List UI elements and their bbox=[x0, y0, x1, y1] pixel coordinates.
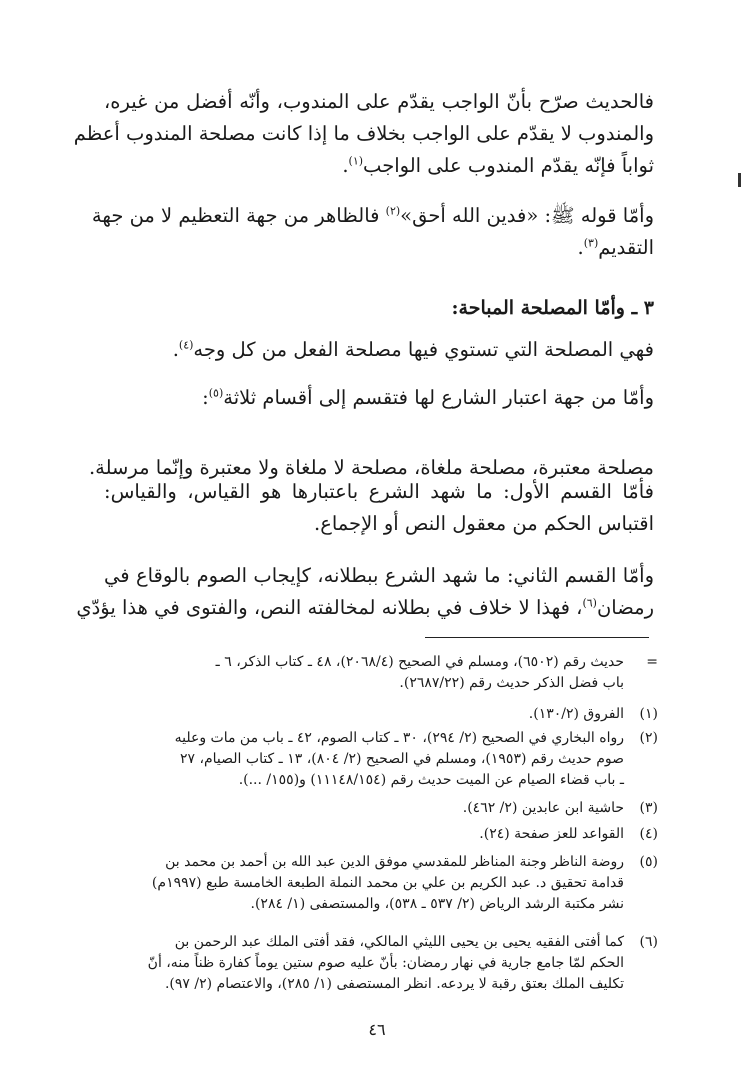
paragraph-2 bbox=[91, 200, 654, 264]
text-line: وأمّا القسم الثاني: ما شهد الشرع ببطلانه، كإيجاب الصوم بالوقاع في bbox=[104, 564, 654, 587]
margin-mark bbox=[738, 173, 741, 187]
footnote-number: (٦) bbox=[639, 934, 658, 950]
footnote-number: = bbox=[646, 654, 658, 670]
text-line: رمضان$^{(٦)}$، فهذا لا خلاف في بطلانه لمخالفته النص، والفتوى في هذا يؤدّي bbox=[76, 596, 654, 619]
text-line: فأمّا القسم الأول: ما شهد الشرع باعتبارها هو القياس، والقياس: bbox=[104, 480, 654, 503]
footnote-line: تكليف الملك بعتق رقبة لا يردعه. انظر المستصفى (١/ ٢٨٥)، والاعتصام (٢/ ٩٧). bbox=[164, 976, 624, 992]
footnote-ref: (٣) bbox=[583, 236, 599, 250]
text-line: فهي المصلحة التي تستوي فيها مصلحة الفعل من كل وجه$^{(٤)}$. bbox=[172, 338, 654, 361]
footnote-6 bbox=[98, 932, 658, 995]
paragraph-6 bbox=[104, 476, 654, 540]
text-line: والمندوب لا يقدّم على الواجب بخلاف ما إذا كانت مصلحة المندوب أعظم bbox=[73, 122, 654, 145]
text-line: فالحديث صرّح بأنّ الواجب يقدّم على المندوب، وأنّه أفضل من غيره، bbox=[104, 90, 654, 113]
footnote-number: (١) bbox=[639, 706, 658, 722]
footnote-ref: (٢) bbox=[385, 204, 401, 218]
page-number: ٤٦ bbox=[368, 1020, 386, 1039]
footnote-line: ـ باب قضاء الصيام عن الميت حديث رقم (١١١٤٨/١٥٤) و(١٥٥/ ...). bbox=[238, 772, 624, 788]
paragraph-1 bbox=[73, 86, 654, 182]
footnote-number: (٣) bbox=[639, 800, 658, 816]
footnote-3 bbox=[98, 798, 658, 819]
paragraph-7 bbox=[76, 560, 654, 624]
footnote-line: كما أفتى الفقيه يحيى بن يحيى الليثي المالكي، فقد أفتى الملك عبد الرحمن بن bbox=[174, 934, 624, 950]
text-line: وأمّا قوله ﷺ: «فدين الله أحق»$^{(٢)}$ فالظاهر من جهة التعظيم لا من جهة bbox=[91, 204, 654, 227]
footnote-ref: (٥) bbox=[208, 386, 224, 400]
footnote-ref: (١) bbox=[348, 154, 364, 168]
footnote-line: حديث رقم (٦٥٠٢)، ومسلم في الصحيح (٢٠٦٨/٤)، ٤٨ ـ كتاب الذكر، ٦ ـ bbox=[215, 654, 624, 670]
text-line: مصلحة معتبرة، مصلحة ملغاة، مصلحة لا ملغاة ولا معتبرة وإنّما مرسلة. bbox=[88, 456, 654, 479]
footnote-number: (٤) bbox=[639, 826, 658, 842]
footnote-line: الفروق (١٣٠/٢). bbox=[528, 706, 624, 722]
paragraph-3 bbox=[104, 334, 654, 366]
footnote-line: رواه البخاري في الصحيح (٢/ ٢٩٤)، ٣٠ ـ كتاب الصوم، ٤٢ ـ باب من مات وعليه bbox=[174, 730, 624, 746]
footnote-separator bbox=[425, 637, 649, 638]
footnote-line: نشر مكتبة الرشد الرياض (٢/ ٥٣٧ ـ ٥٣٨)، والمستصفى (١/ ٢٨٤). bbox=[250, 896, 624, 912]
section-heading: ٣ ـ وأمّا المصلحة المباحة: bbox=[451, 297, 654, 319]
footnote-continued bbox=[98, 652, 658, 694]
footnote-line: باب فضل الذكر حديث رقم (٢٦٨٧/٢٢). bbox=[399, 675, 624, 691]
footnote-5 bbox=[98, 852, 658, 915]
paragraph-4 bbox=[104, 382, 654, 414]
text-line: اقتباس الحكم من معقول النص أو الإجماع. bbox=[314, 512, 654, 535]
footnote-line: صوم حديث رقم (١٩٥٣)، ومسلم في الصحيح (٢/ ٨٠٤)، ١٣ ـ كتاب الصيام، ٢٧ bbox=[179, 751, 624, 767]
footnote-line: روضة الناظر وجنة المناظر للمقدسي موفق الدين عبد الله بن أحمد بن محمد بن bbox=[165, 854, 624, 870]
text-line: التقديم$^{(٣)}$. bbox=[577, 236, 654, 259]
footnote-2 bbox=[98, 728, 658, 791]
footnote-1 bbox=[98, 704, 658, 725]
text-line: وأمّا من جهة اعتبار الشارع لها فتقسم إلى أقسام ثلاثة$^{(٥)}$: bbox=[202, 386, 654, 409]
footnote-line: القواعد للعز صفحة (٢٤). bbox=[479, 826, 624, 842]
footnote-ref: (٦) bbox=[582, 596, 597, 610]
footnote-line: الحكم لمّا جامع جارية في نهار رمضان: بأنّ عليه صوم ستين يوماً كفارة ظناً منه، أنّ bbox=[147, 955, 624, 971]
footnote-number: (٥) bbox=[639, 854, 658, 870]
footnote-line: حاشية ابن عابدين (٢/ ٤٦٢). bbox=[462, 800, 624, 816]
footnote-line: قدامة تحقيق د. عبد الكريم بن علي بن محمد النملة الطبعة الخامسة طبع (١٩٩٧م) bbox=[151, 875, 624, 891]
text-line: ثواباً فإنّه يقدّم المندوب على الواجب$^{(١)}$. bbox=[342, 154, 654, 177]
footnote-4 bbox=[98, 824, 658, 845]
footnote-ref: (٤) bbox=[178, 338, 194, 352]
footnote-number: (٢) bbox=[639, 730, 658, 746]
